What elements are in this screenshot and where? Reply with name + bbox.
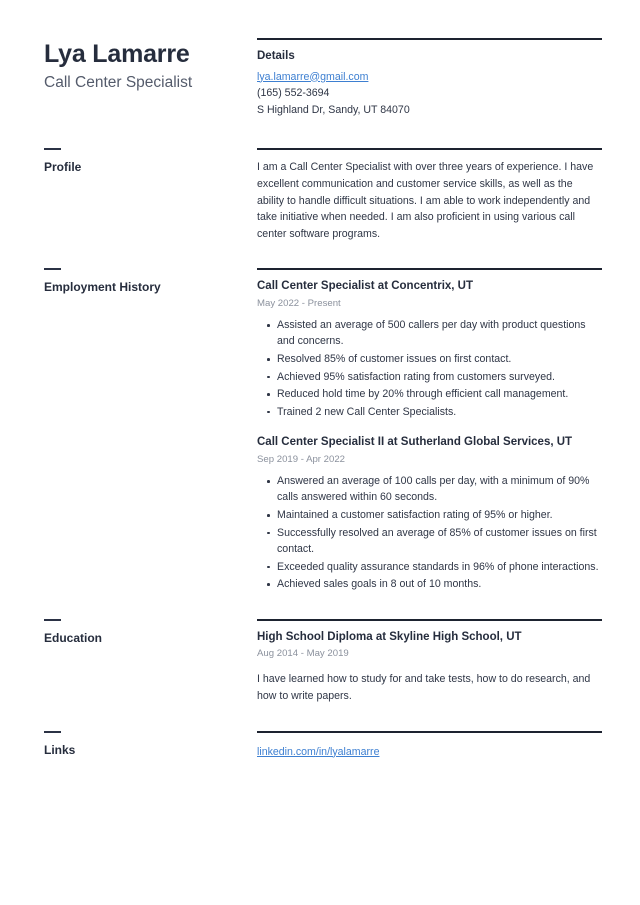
education-date: Aug 2014 - May 2019 (257, 648, 349, 660)
dash-icon (44, 619, 61, 621)
job-bullet-list (257, 473, 602, 593)
job-bullet: Assisted an average of 500 callers per day with product questions and concerns. (257, 317, 602, 350)
employment-label: Employment History (44, 280, 161, 295)
resume-header (44, 38, 602, 118)
details-phone: (165) 552-3694 (257, 87, 330, 100)
job-bullet: Trained 2 new Call Center Specialists. (257, 404, 602, 421)
employment-entry (257, 279, 602, 420)
profile-label: Profile (44, 160, 82, 175)
links-side-label (44, 731, 249, 757)
section-divider (257, 148, 602, 150)
section-divider (257, 268, 602, 270)
education-entry (257, 630, 602, 705)
employment-side-label (44, 268, 249, 294)
education-side-label (44, 619, 249, 645)
education-label: Education (44, 630, 103, 645)
links-content (249, 731, 602, 761)
job-bullet: Reduced hold time by 20% through efficient call management. (257, 386, 602, 403)
job-date: Sep 2019 - Apr 2022 (257, 453, 346, 465)
job-date: May 2022 - Present (257, 297, 341, 309)
details-email-row (257, 67, 602, 86)
candidate-name: Lya Lamarre (44, 40, 190, 68)
links-section (44, 731, 602, 761)
employment-content (249, 268, 602, 594)
job-title: Call Center Specialist at Concentrix, UT (257, 280, 474, 293)
linkedin-link[interactable]: linkedin.com/in/lyalamarre (257, 745, 380, 758)
details-heading: Details (257, 50, 295, 62)
education-description: I have learned how to study for and take tests, how to do research, and how to write papers. (257, 673, 591, 702)
job-bullet: Answered an average of 100 calls per day, with a minimum of 90% calls answered within 60 seconds. (257, 473, 602, 506)
dash-icon (44, 268, 61, 270)
profile-text: I am a Call Center Specialist with over three years of experience. I have excellent communication and customer service skills, as well as the ability to handle difficult situations. I am able to work independently and take initiative when needed. I am also proficient in using various call center software programs. (257, 161, 594, 240)
job-bullet-list (257, 317, 602, 420)
section-divider (257, 731, 602, 733)
section-divider (257, 38, 602, 40)
link-row (257, 742, 602, 761)
profile-side-label (44, 148, 249, 174)
email-link[interactable]: lya.lamarre@gmail.com (257, 70, 369, 83)
job-title: Call Center Specialist II at Sutherland Global Services, UT (257, 436, 573, 449)
profile-section (44, 148, 602, 242)
section-divider (257, 619, 602, 621)
dash-icon (44, 731, 61, 733)
job-bullet: Resolved 85% of customer issues on first contact. (257, 351, 602, 368)
identity-block (44, 38, 249, 93)
details-address: S Highland Dr, Sandy, UT 84070 (257, 103, 410, 116)
education-section (44, 619, 602, 705)
education-title: High School Diploma at Skyline High School, UT (257, 630, 522, 643)
job-bullet: Achieved sales goals in 8 out of 10 months. (257, 576, 602, 593)
job-bullet: Achieved 95% satisfaction rating from customers surveyed. (257, 369, 602, 386)
employment-section (44, 268, 602, 594)
employment-entry (257, 435, 602, 593)
job-bullet: Exceeded quality assurance standards in 96% of phone interactions. (257, 559, 602, 576)
dash-icon (44, 148, 61, 150)
details-section (249, 38, 602, 118)
education-content (249, 619, 602, 705)
job-bullet: Maintained a customer satisfaction rating of 95% or higher. (257, 507, 602, 524)
links-label: Links (44, 742, 76, 757)
candidate-job-title: Call Center Specialist (44, 73, 193, 91)
job-bullet: Successfully resolved an average of 85% of customer issues on first contact. (257, 525, 602, 558)
profile-content (249, 148, 602, 242)
